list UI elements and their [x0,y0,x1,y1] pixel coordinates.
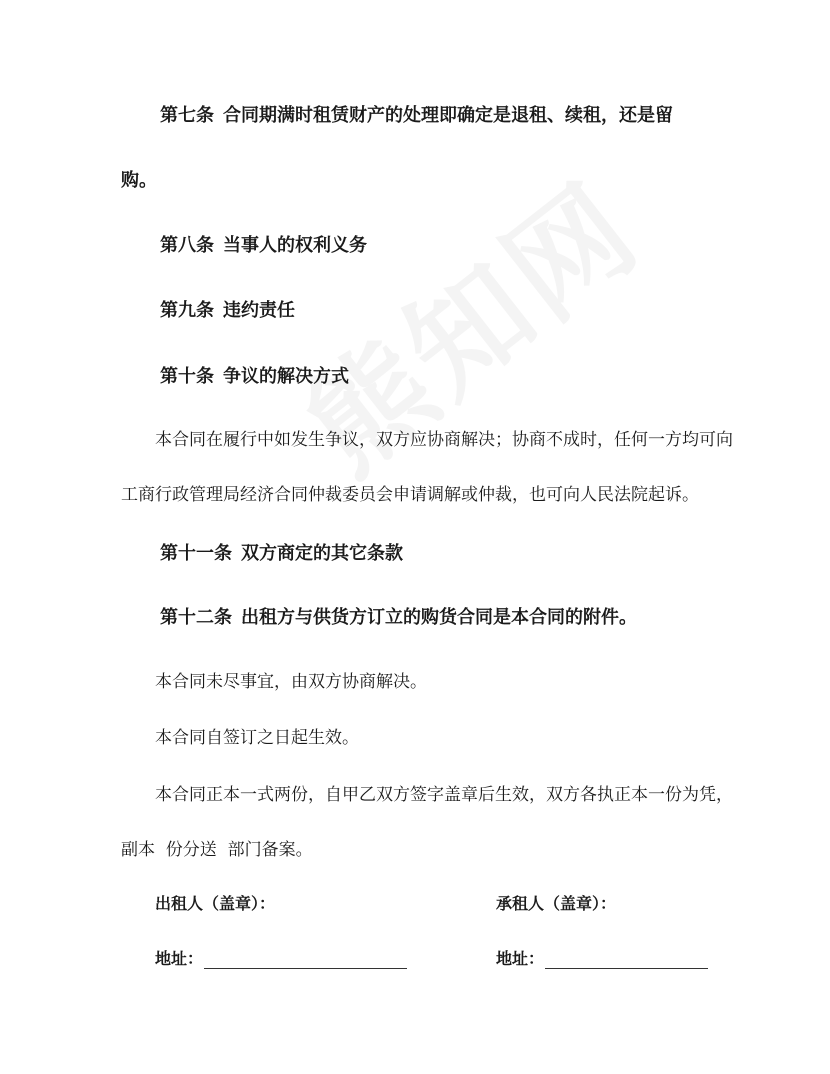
article-9-title: 第九条 [160,300,214,321]
article-11 [160,542,403,566]
article-8-text: 当事人的权利义务 [223,235,367,256]
article-7-line-1 [160,104,673,128]
lessee-address-label: 地址： [496,949,545,968]
article-10 [160,365,349,389]
article-8 [160,234,367,258]
article-11-text: 双方商定的其它条款 [241,543,403,564]
lessee-address-line [545,968,708,969]
article-11-title: 第十一条 [160,543,232,564]
article-7-text: 合同期满时租赁财产的处理即确定是退租、续租，还是留 [223,105,673,126]
clause-effective-date: 本合同自签订之日起生效。 [155,728,359,748]
article-10-title: 第十条 [160,366,214,387]
article-10-body-line-2: 工商行政管理局经济合同仲裁委员会申请调解或仲裁，也可向人民法院起诉。 [121,485,699,505]
article-9 [160,299,295,323]
clause-copies-line-1: 本合同正本一式两份，自甲乙双方签字盖章后生效，双方各执正本一份为凭， [155,785,733,805]
lessor-seal-label: 出租人（盖章）： [155,894,276,913]
article-8-title: 第八条 [160,235,214,256]
clause-matters-not-covered: 本合同未尽事宜，由双方协商解决。 [155,672,427,692]
article-7-line-2: 购。 [121,170,157,191]
article-12-title: 第十二条 [160,607,232,628]
article-12 [160,606,637,630]
lessee-seal-label: 承租人（盖章）： [496,894,617,913]
article-9-text: 违约责任 [223,300,295,321]
lessor-address-label: 地址： [155,949,204,968]
article-7-title: 第七条 [160,105,214,126]
article-10-text: 争议的解决方式 [223,366,349,387]
article-10-body-line-1: 本合同在履行中如发生争议，双方应协商解决；协商不成时，任何一方均可向 [155,430,733,450]
article-12-text: 出租方与供货方订立的购货合同是本合同的附件。 [241,607,637,628]
clause-copies-line-2: 副本 份分送 部门备案。 [121,840,313,860]
lessor-address-line [204,968,407,969]
